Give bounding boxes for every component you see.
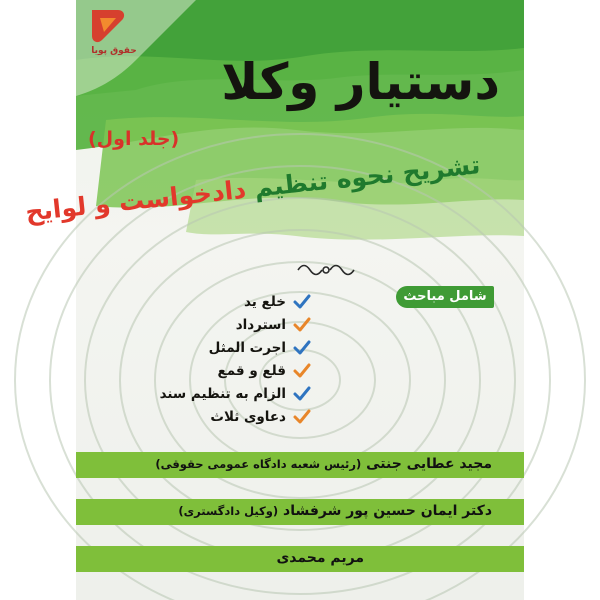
topic-label: استرداد [235,316,286,333]
subtitle-part-2: دادخواست و لوایح [23,174,248,227]
checkmark-icon [294,295,310,309]
author-3 [276,550,364,566]
author-role: (رئیس شعبه دادگاه عمومی حقوقی) [155,457,362,471]
checkmark-icon [294,318,310,332]
author-name: دکتر ایمان حسین پور شرفشاد [283,503,492,519]
topic-label: قلع و قمع [217,362,286,379]
ornament-divider-icon [294,262,358,278]
topic-label: خلع ید [243,293,286,310]
author-name: مجید عطایی جنتی [366,456,492,472]
checkmark-icon [294,410,310,424]
topic-item [90,290,310,313]
publisher-logo-icon [88,6,128,46]
topic-label: الزام به تنظیم سند [159,385,286,402]
topic-item [90,359,310,382]
book-cover [23,0,524,600]
topic-label: دعاوی ثلاث [210,408,286,425]
book-title: دستیار وکلا [221,53,500,111]
topic-item [90,405,310,428]
topic-item [90,382,310,405]
topics-list [90,290,310,428]
topics-label-tag: شامل مباحث [396,286,494,308]
author-1 [155,456,492,472]
checkmark-icon [294,341,310,355]
author-role: (وکیل دادگستری) [178,504,279,518]
topic-item [90,336,310,359]
topic-label: اجرت المثل [208,339,286,356]
topic-item [90,313,310,336]
publisher-name: حقوق پویا [91,46,137,56]
checkmark-icon [294,364,310,378]
author-name: مریم محمدی [276,550,364,566]
subtitle-part-1: تشریح نحوه تنظیم [244,150,482,204]
volume-label: (جلد اول) [88,128,180,150]
author-2 [178,503,492,519]
checkmark-icon [294,387,310,401]
